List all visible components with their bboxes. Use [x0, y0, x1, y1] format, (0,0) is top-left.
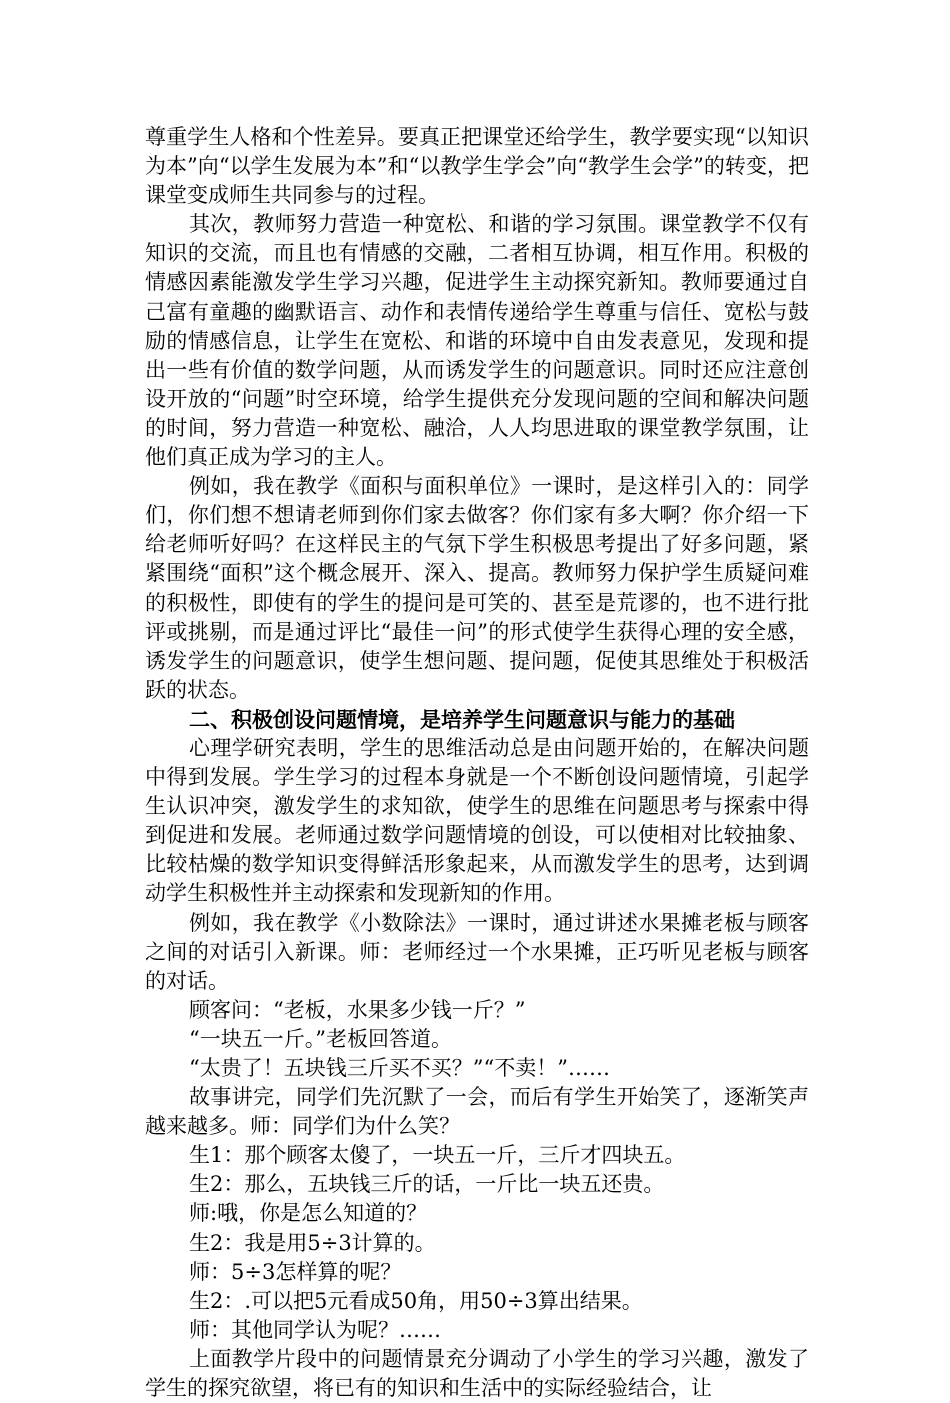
section-heading: 二、积极创设问题情境，是培养学生问题意识与能力的基础	[189, 706, 735, 732]
dialog-line: 师：其他同学认为呢？……	[189, 1317, 441, 1342]
dialog-line: 师:哦，你是怎么知道的？	[189, 1201, 428, 1226]
dialog-line: “一块五一斤。”老板回答道。	[189, 1026, 452, 1051]
dialog-line: “太贵了！五块钱三斤买不买？”“不卖！”……	[189, 1056, 610, 1080]
paragraph-relaxed-atmosphere: 其次，教师努力营造一种宽松、和谐的学习氛围。课堂教学不仅有知识的交流，而且也有情感的交融，二者相互协调，相互作用。积极的情感因素能激发学生学习兴趣，促进学生主动探究新知。教师要通过自己富有童趣的幽默语言、动作和表情传递给学生尊重与信任、宽松与鼓励的情感信息，让学生在宽松、和谐的环境中自由发表意见，发现和提出一些有价值的数学问题，从而诱发学生的问题意识。同时还应注意创设开放的“问题”时空环境，给学生提供充分发现问题的空间和解决问题的时间，努力营造一种宽松、融洽，人人均思进取的课堂教学氛围，让他们真正成为学习的主人。	[145, 212, 809, 470]
dialog-line: 生1：那个顾客太傻了，一块五一斤，三斤才四块五。	[189, 1143, 686, 1168]
dialog-line: 生2：.可以把5元看成50角，用50÷3算出结果。	[189, 1288, 643, 1313]
paragraph-psychology-research: 心理学研究表明，学生的思维活动总是由问题开始的，在解决问题中得到发展。学生学习的过程本身就是一个不断创设问题情境，引起学生认识冲突，激发学生的求知欲，使学生的思维在问题思考与探索中得到促进和发展。老师通过数学问题情境的创设，可以使相对比较抽象、比较枯燥的数学知识变得鲜活形象起来，从而激发学生的思考，达到调动学生积极性并主动探索和发现新知的作用。	[145, 735, 809, 906]
paragraph-conclusion: 上面教学片段中的问题情景充分调动了小学生的学习兴趣，激发了学生的探究欲望，将已有的知识和生活中的实际经验结合，让	[145, 1346, 809, 1401]
dialog-line: 生2：我是用5÷3计算的。	[189, 1230, 436, 1255]
dialog-line: 师：5÷3怎样算的呢？	[189, 1259, 402, 1284]
paragraph-continuation: 尊重学生人格和个性差异。要真正把课堂还给学生，教学要实现“以知识为本”向“以学生发展为本”和“以教学生学会”向“教学生会学”的转变，把课堂变成师生共同参与的过程。	[145, 125, 809, 208]
paragraph-story-reaction: 故事讲完，同学们先沉默了一会，而后有学生开始笑了，逐渐笑声越来越多。师：同学们为什么笑？	[145, 1085, 809, 1139]
dialog-line: 生2：那么，五块钱三斤的话，一斤比一块五还贵。	[189, 1172, 665, 1197]
document-body	[145, 123, 809, 1403]
paragraph-decimal-division-example: 例如，我在教学《小数除法》一课时，通过讲述水果摊老板与顾客之间的对话引入新课。师：老师经过一个水果摊，正巧听见老板与顾客的对话。	[145, 910, 809, 993]
paragraph-area-lesson-example: 例如，我在教学《面积与面积单位》一课时，是这样引入的：同学们，你们想不想请老师到你们家去做客？你们家有多大啊？你介绍一下给老师听好吗？在这样民主的气氛下学生积极思考提出了好多问题，紧紧围绕“面积”这个概念展开、深入、提高。教师努力保护学生质疑问难的积极性，即使有的学生的提问是可笑的、甚至是荒谬的，也不进行批评或挑剔，而是通过评比“最佳一问”的形式使学生获得心理的安全感，诱发学生的问题意识，使学生想问题、提问题，促使其思维处于积极活跃的状态。	[145, 474, 809, 702]
dialog-line: 顾客问：“老板，水果多少钱一斤？”	[189, 997, 526, 1022]
